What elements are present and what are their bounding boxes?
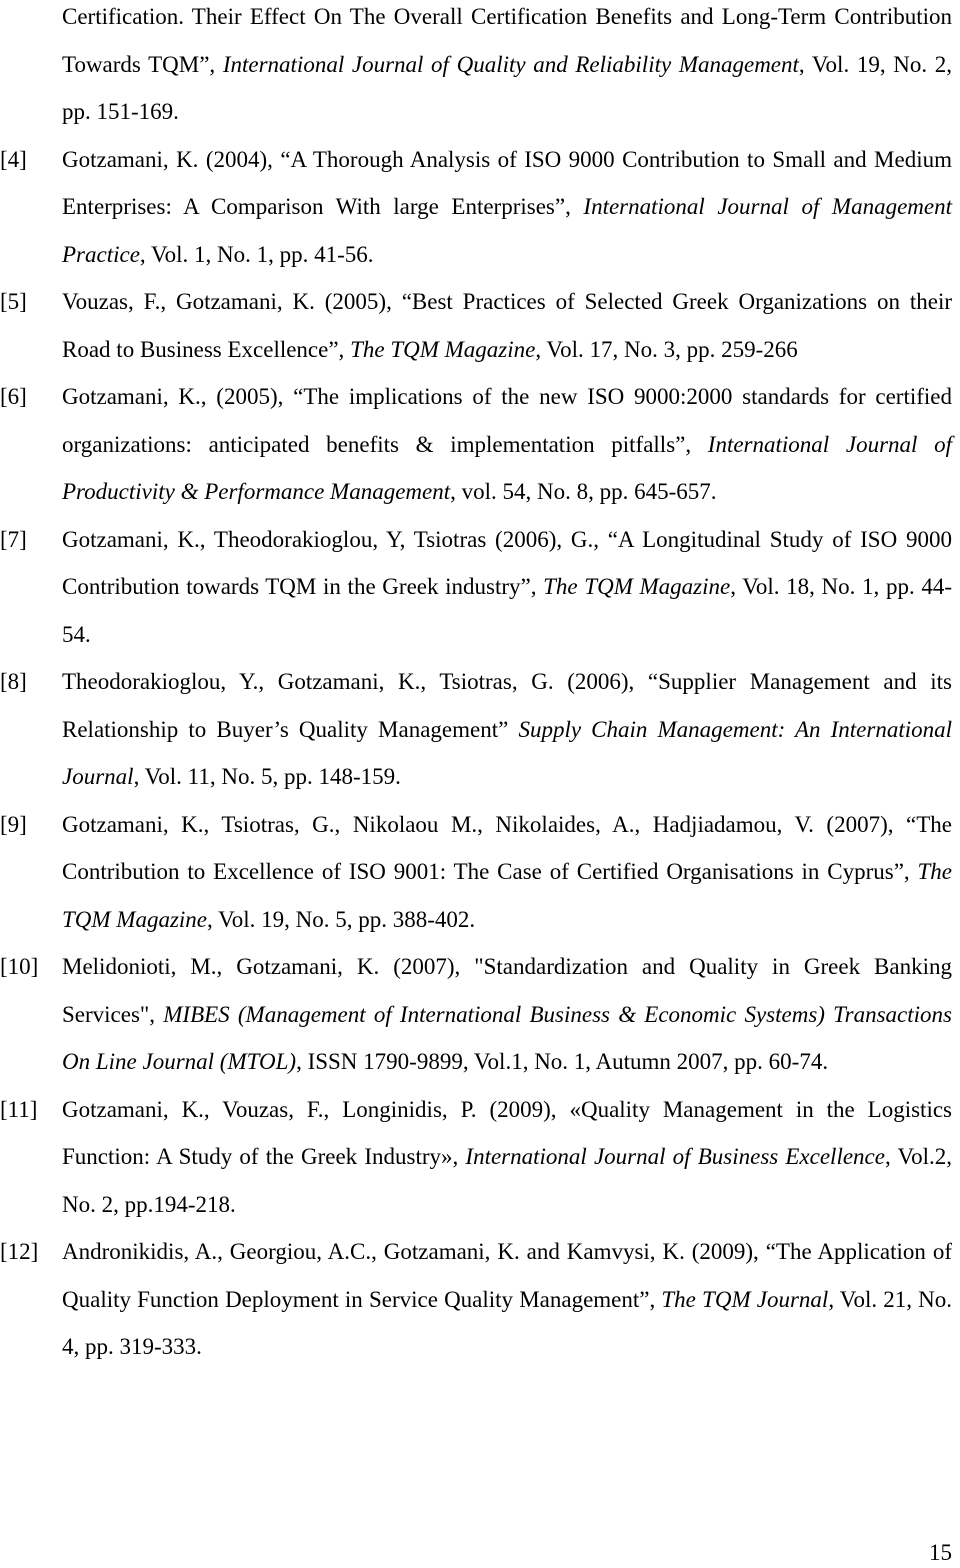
reference-item-8	[0, 658, 960, 801]
reference-item-continued	[0, 0, 960, 136]
reference-number: [9]	[0, 811, 27, 837]
reference-text: Theodorakioglou, Y., Gotzamani, K., Tsiotras, G. (2006), “Supplier Management and its Relationship to Buyer’s Quality Management” Supply Chain Management: An International Journal, Vol. 11, No. 5, pp. 148-159.	[62, 669, 953, 789]
reference-text: Melidonioti, M., Gotzamani, K. (2007), "Standardization and Quality in Greek Banking Services", MIBES (Management of International Business & Economic Systems) Transactions On Line Journal (MTOL), ISSN 1790-9899, Vol.1, No. 1, Autumn 2007, pp. 60-74.	[62, 954, 952, 1074]
reference-number: [7]	[0, 526, 27, 552]
reference-item-10	[0, 943, 960, 1086]
reference-number: [6]	[0, 384, 27, 409]
reference-item-12	[0, 1228, 960, 1371]
reference-item-7	[0, 516, 960, 659]
reference-text: Vouzas, F., Gotzamani, K. (2005), “Best Practices of Selected Greek Organizations on their Road to Business Excellence”, The TQM Magazine, Vol. 17, No. 3, pp. 259-266	[62, 289, 952, 362]
reference-text: Gotzamani, K., (2005), “The implications of the new ISO 9000:2000 standards for certified organizations: anticipated benefits & implementation pitfalls”, International Journal of Productivity & Performance Management, vol. 54, No. 8, pp. 645-657.	[62, 384, 952, 504]
reference-number: [10]	[0, 954, 39, 979]
reference-number: [12]	[0, 1239, 39, 1264]
page-number: 15	[929, 1540, 952, 1565]
reference-text: Certification. Their Effect On The Overall Certification Benefits and Long-Term Contribution Towards TQM”, International Journal of Quality and Reliability Management, Vol. 19, No. 2, pp. 151-169.	[62, 4, 952, 124]
reference-text: Gotzamani, K., Tsiotras, G., Nikolaou M., Nikolaides, A., Hadjiadamou, V. (2007), “The Contribution to Excellence of ISO 9001: The Case of Certified Organisations in Cyprus”, The TQM Magazine, Vol. 19, No. 5, pp. 388-402.	[62, 811, 952, 932]
reference-item-9	[0, 801, 960, 944]
reference-number: [8]	[0, 669, 27, 694]
reference-text: Gotzamani, K., Vouzas, F., Longinidis, P. (2009), «Quality Management in the Logistics Function: A Study of the Greek Industry», International Journal of Business Excellence, Vol.2, No. 2, pp.194-218.	[62, 1096, 952, 1217]
reference-text: Gotzamani, K., Theodorakioglou, Y, Tsiotras (2006), G., “A Longitudinal Study of ISO 9000 Contribution towards TQM in the Greek industry”, The TQM Magazine, Vol. 18, No. 1, pp. 44-54.	[62, 526, 952, 647]
reference-item-11	[0, 1086, 960, 1229]
reference-item-4	[0, 136, 960, 279]
reference-item-5	[0, 278, 960, 373]
reference-number: [11]	[0, 1096, 38, 1122]
reference-item-6	[0, 373, 960, 516]
reference-text: Gotzamani, K. (2004), “A Thorough Analysis of ISO 9000 Contribution to Small and Medium Enterprises: A Comparison With large Enterprises”, International Journal of Management Practice, Vol. 1, No. 1, pp. 41-56.	[62, 146, 952, 267]
reference-text: Andronikidis, A., Georgiou, A.C., Gotzamani, K. and Kamvysi, K. (2009), “The Application of Quality Function Deployment in Service Quality Management”, The TQM Journal, Vol. 21, No. 4, pp. 319-333.	[62, 1239, 952, 1359]
reference-number: [5]	[0, 289, 27, 314]
reference-number: [4]	[0, 146, 27, 172]
